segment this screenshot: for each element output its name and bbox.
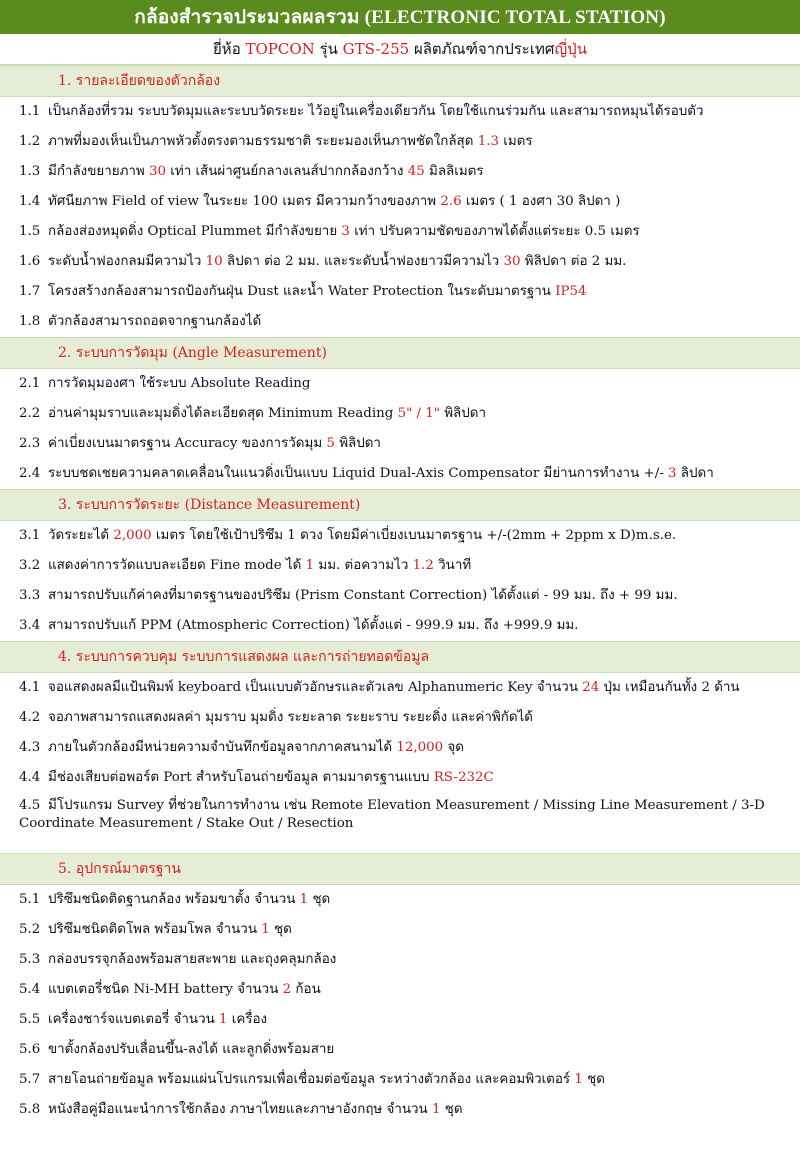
text-segment: ภาพที่มองเห็นเป็นภาพหัวตั้งตรงตามธรรมชาติ ระยะมองเห็นภาพชัดใกล้สุด: [48, 134, 478, 149]
text-segment: สามารถปรับแก้ PPM (Atmospheric Correction) ได้ตั้งแต่ - 999.9 มม. ถึง +999.9 มม.: [48, 618, 579, 633]
item-text: [48, 951, 792, 969]
text-segment: ทัศนียภาพ Field of view ในระยะ 100 เมตร มีความกว้างของภาพ: [48, 194, 441, 209]
item-text: [48, 313, 792, 331]
text-segment: ปุ่ม เหมือนกันทั้ง 2 ด้าน: [599, 680, 740, 695]
spec-item: [0, 1005, 800, 1035]
item-text: [48, 375, 792, 393]
item-text: [48, 193, 792, 211]
spec-item: [0, 885, 800, 915]
model-name: GTS-255: [342, 40, 410, 58]
highlight-value: 2.6: [440, 194, 462, 209]
text-segment: ปริซึมชนิดติดโพล พร้อมโพล จำนวน: [48, 922, 262, 937]
highlight-value: 3: [341, 224, 350, 239]
item-number: 1.1: [19, 104, 41, 119]
spec-item: [0, 217, 800, 247]
spec-item: [0, 915, 800, 945]
item-text: [48, 617, 792, 635]
spec-item: [0, 1065, 800, 1095]
item-text-continuation: Coordinate Measurement / Stake Out / Resection: [19, 816, 354, 831]
section-header: 2. ระบบการวัดมุม (Angle Measurement): [0, 337, 800, 369]
text-segment: ขาตั้งกล้องปรับเลื่อนขึ้น-ลงได้ และลูกดิ่งพร้อมสาย: [48, 1042, 335, 1057]
text-segment: พิลิปดา: [334, 436, 381, 451]
spec-sections: [0, 65, 800, 1125]
spec-item: [0, 1035, 800, 1065]
item-number: 5.2: [19, 922, 41, 937]
item-text: [48, 253, 792, 271]
item-text: [48, 679, 792, 697]
highlight-value: 12,000: [396, 740, 444, 755]
spec-item: [0, 277, 800, 307]
text-segment: มีโปรแกรม Survey ที่ช่วยในการทำงาน เช่น Remote Elevation Measurement / Missing Line Measurement / 3-D: [48, 798, 765, 813]
text-segment: จอภาพสามารถแสดงผลค่า มุมราบ มุมดิ่ง ระยะลาด ระยะราบ ระยะดิ่ง และค่าพิกัดได้: [48, 710, 533, 725]
highlight-value: 1: [261, 922, 270, 937]
item-text: [48, 435, 792, 453]
spec-item: [0, 1095, 800, 1125]
item-number: 5.6: [19, 1042, 41, 1057]
text-segment: ตัวกล้องสามารถถอดจากฐานกล้องได้: [48, 314, 262, 329]
spec-item: [0, 187, 800, 217]
highlight-value: 1.2: [412, 558, 434, 573]
origin-country: ญี่ปุ่น: [554, 40, 587, 58]
item-number: 5.5: [19, 1012, 41, 1027]
text-segment: เครื่องชาร์จแบตเตอรี่ จำนวน: [48, 1012, 219, 1027]
highlight-value: 1: [299, 892, 309, 907]
highlight-value: 1: [305, 558, 315, 573]
item-number: 1.8: [19, 314, 41, 329]
text-segment: เมตร: [498, 134, 533, 149]
item-number: 3.4: [19, 618, 41, 633]
text-segment: หนังสือคู่มือแนะนำการใช้กล้อง ภาษาไทยและภาษาอังกฤษ จำนวน: [48, 1102, 432, 1117]
highlight-value: 3: [668, 466, 677, 481]
spec-item: [0, 399, 800, 429]
text-segment: ภายในตัวกล้องมีหน่วยความจำบันทึกข้อมูลจากภาคสนามได้: [48, 740, 397, 755]
spec-item: [0, 307, 800, 337]
highlight-value: 45: [407, 164, 425, 179]
spec-item: [0, 945, 800, 975]
item-text: [48, 1101, 792, 1119]
spec-item: [0, 975, 800, 1005]
text-segment: มิลลิเมตร: [424, 164, 484, 179]
spec-item: [0, 673, 800, 703]
spec-item: [0, 369, 800, 399]
highlight-value: 2,000: [113, 528, 152, 543]
item-text: [48, 557, 792, 575]
text-segment: ลิปดา ต่อ 2 มม. และระดับน้ำฟองยาวมีความไว: [222, 254, 504, 269]
text-segment: ระบบชดเชยความคลาดเคลื่อนในแนวดิ่งเป็นแบบ Liquid Dual-Axis Compensator มีย่านการทำงาน +/-: [48, 466, 669, 481]
highlight-value: 24: [582, 680, 600, 695]
spec-item: [0, 611, 800, 641]
section-header: 4. ระบบการควบคุม ระบบการแสดงผล และการถ่ายทอดข้อมูล: [0, 641, 800, 673]
origin-label: ผลิตภัณฑ์จากประเทศ: [413, 40, 555, 58]
spec-item: [0, 97, 800, 127]
spec-item: [0, 521, 800, 551]
item-number: 5.3: [19, 952, 41, 967]
text-segment: วัดระยะได้: [48, 528, 114, 543]
item-text: [48, 527, 792, 545]
text-segment: โครงสร้างกล้องสามารถป้องกันฝุ่น Dust และน้ำ Water Protection ในระดับมาตรฐาน: [48, 284, 556, 299]
item-text: [48, 103, 792, 121]
text-segment: มีช่องเสียบต่อพอร์ต Port สำหรับโอนถ่ายข้อมูล ตามมาตรฐานแบบ: [48, 770, 434, 785]
text-segment: มีกำลังขยายภาพ: [48, 164, 149, 179]
brand-label: ยี่ห้อ: [213, 40, 241, 58]
item-number: 3.2: [19, 558, 41, 573]
item-text: [48, 465, 792, 483]
page-title: กล้องสำรวจประมวลผลรวม (ELECTRONIC TOTAL STATION): [0, 0, 800, 34]
highlight-value: 30: [503, 254, 521, 269]
text-segment: สามารถปรับแก้ค่าคงที่มาตรฐานของปริซึม (Prism Constant Correction) ได้ตั้งแต่ - 99 มม. ถึง + 99 มม.: [48, 588, 678, 603]
text-segment: อ่านค่ามุมราบและมุมดิ่งได้ละเอียดสุด Minimum Reading: [48, 406, 398, 421]
highlight-value: RS-232C: [433, 770, 494, 785]
highlight-value: 5" / 1": [397, 406, 440, 421]
highlight-value: 1: [574, 1072, 583, 1087]
text-segment: กล่องบรรจุกล้องพร้อมสายสะพาย และถุงคลุมกล้อง: [48, 952, 337, 967]
item-number: 1.3: [19, 164, 41, 179]
item-number: 1.7: [19, 284, 41, 299]
highlight-value: 1: [219, 1012, 228, 1027]
highlight-value: IP54: [555, 284, 587, 299]
item-text: [48, 405, 792, 423]
text-segment: พิลิปดา: [439, 406, 486, 421]
highlight-value: 1.3: [477, 134, 499, 149]
item-text: [48, 133, 792, 151]
text-segment: ก้อน: [291, 982, 321, 997]
item-text: [48, 223, 792, 241]
text-segment: เท่า เส้นผ่าศูนย์กลางเลนส์ปากกล้องกว้าง: [166, 164, 408, 179]
item-number: 5.7: [19, 1072, 41, 1087]
spec-item: [0, 157, 800, 187]
item-text: [48, 1071, 792, 1089]
item-text: [48, 163, 792, 181]
brand-name: TOPCON: [245, 40, 315, 58]
item-text: [48, 739, 792, 757]
spec-item: [0, 429, 800, 459]
item-number: 5.8: [19, 1102, 41, 1117]
text-segment: สายโอนถ่ายข้อมูล พร้อมแผ่นโปรแกรมเพื่อเชื่อมต่อข้อมูล ระหว่างตัวกล้อง และคอมพิวเตอร์: [48, 1072, 575, 1087]
text-segment: เมตร ( 1 องศา 30 ลิปดา ): [461, 194, 621, 209]
highlight-value: 30: [149, 164, 167, 179]
highlight-value: 1: [431, 1102, 441, 1117]
spec-item: [0, 733, 800, 763]
item-number: 3.1: [19, 528, 41, 543]
item-number: 2.1: [19, 376, 41, 391]
item-text: [48, 587, 792, 605]
item-text: [48, 981, 792, 999]
text-segment: แสดงค่าการวัดแบบละเอียด Fine mode ได้: [48, 558, 306, 573]
text-segment: ชุด: [582, 1072, 605, 1087]
text-segment: วินาที: [433, 558, 472, 573]
spec-item: [0, 551, 800, 581]
section-header: 1. รายละเอียดของตัวกล้อง: [0, 65, 800, 97]
spec-item: [0, 247, 800, 277]
item-number: 3.3: [19, 588, 41, 603]
item-number: 5.4: [19, 982, 41, 997]
item-text: [48, 709, 792, 727]
text-segment: เท่า ปรับความชัดของภาพได้ตั้งแต่ระยะ 0.5 เมตร: [349, 224, 640, 239]
item-number: 5.1: [19, 892, 41, 907]
spec-item: [0, 703, 800, 733]
item-text: [48, 921, 792, 939]
text-segment: จอแสดงผลมีแป้นพิมพ์ keyboard เป็นแบบตัวอักษรและตัวเลข Alphanumeric Key จำนวน: [48, 680, 583, 695]
item-number: 4.4: [19, 770, 41, 785]
product-subtitle: [0, 34, 800, 65]
item-number: 4.3: [19, 740, 41, 755]
text-segment: ลิปดา: [676, 466, 714, 481]
item-number: 2.4: [19, 466, 41, 481]
item-number: 1.6: [19, 254, 41, 269]
spec-item: [0, 793, 800, 853]
text-segment: เป็นกล้องที่รวม ระบบวัดมุมและระบบวัดระยะ ไว้อยู่ในเครื่องเดียวกัน โดยใช้แกนร่วมกัน และสามารถหมุนได้รอบตัว: [48, 104, 704, 119]
item-text: [48, 769, 792, 787]
text-segment: ค่าเบี่ยงเบนมาตรฐาน Accuracy ของการวัดมุม: [48, 436, 327, 451]
text-segment: ชุด: [269, 922, 292, 937]
highlight-value: 2: [282, 982, 292, 997]
item-number: 1.4: [19, 194, 41, 209]
spec-item: [0, 459, 800, 489]
text-segment: เครื่อง: [227, 1012, 268, 1027]
text-segment: การวัดมุมองศา ใช้ระบบ Absolute Reading: [48, 376, 311, 391]
section-header: 5. อุปกรณ์มาตรฐาน: [0, 853, 800, 885]
text-segment: เมตร โดยใช้เป้าปริซึม 1 ดวง โดยมีค่าเบี่ยงเบนมาตรฐาน +/-(2mm + 2ppm x D)m.s.e.: [151, 528, 677, 543]
text-segment: จุด: [443, 740, 464, 755]
text-segment: แบตเตอรี่ชนิด Ni-MH battery จำนวน: [48, 982, 283, 997]
spec-item: [0, 127, 800, 157]
item-number: 1.5: [19, 224, 41, 239]
item-text: [48, 1011, 792, 1029]
text-segment: ระดับน้ำฟองกลมมีความไว: [48, 254, 206, 269]
item-text: [48, 283, 792, 301]
item-number: 1.2: [19, 134, 41, 149]
spec-item: [0, 581, 800, 611]
section-header: 3. ระบบการวัดระยะ (Distance Measurement): [0, 489, 800, 521]
spec-item: [0, 763, 800, 793]
item-number: 4.1: [19, 680, 41, 695]
item-text: [48, 1041, 792, 1059]
item-number: 2.2: [19, 406, 41, 421]
item-number: 4.2: [19, 710, 41, 725]
highlight-value: 10: [205, 254, 223, 269]
text-segment: มม. ต่อความไว: [314, 558, 413, 573]
model-label: รุ่น: [319, 40, 338, 58]
text-segment: ปริซึมชนิดติดฐานกล้อง พร้อมขาตั้ง จำนวน: [48, 892, 300, 907]
text-segment: พิลิปดา ต่อ 2 มม.: [520, 254, 627, 269]
item-number: 2.3: [19, 436, 41, 451]
item-text: [48, 891, 792, 909]
text-segment: ชุด: [440, 1102, 463, 1117]
text-segment: กล้องส่องหมุดดิ่ง Optical Plummet มีกำลังขยาย: [48, 224, 342, 239]
text-segment: ชุด: [308, 892, 331, 907]
item-number: 4.5: [19, 798, 41, 813]
highlight-value: 5: [326, 436, 335, 451]
